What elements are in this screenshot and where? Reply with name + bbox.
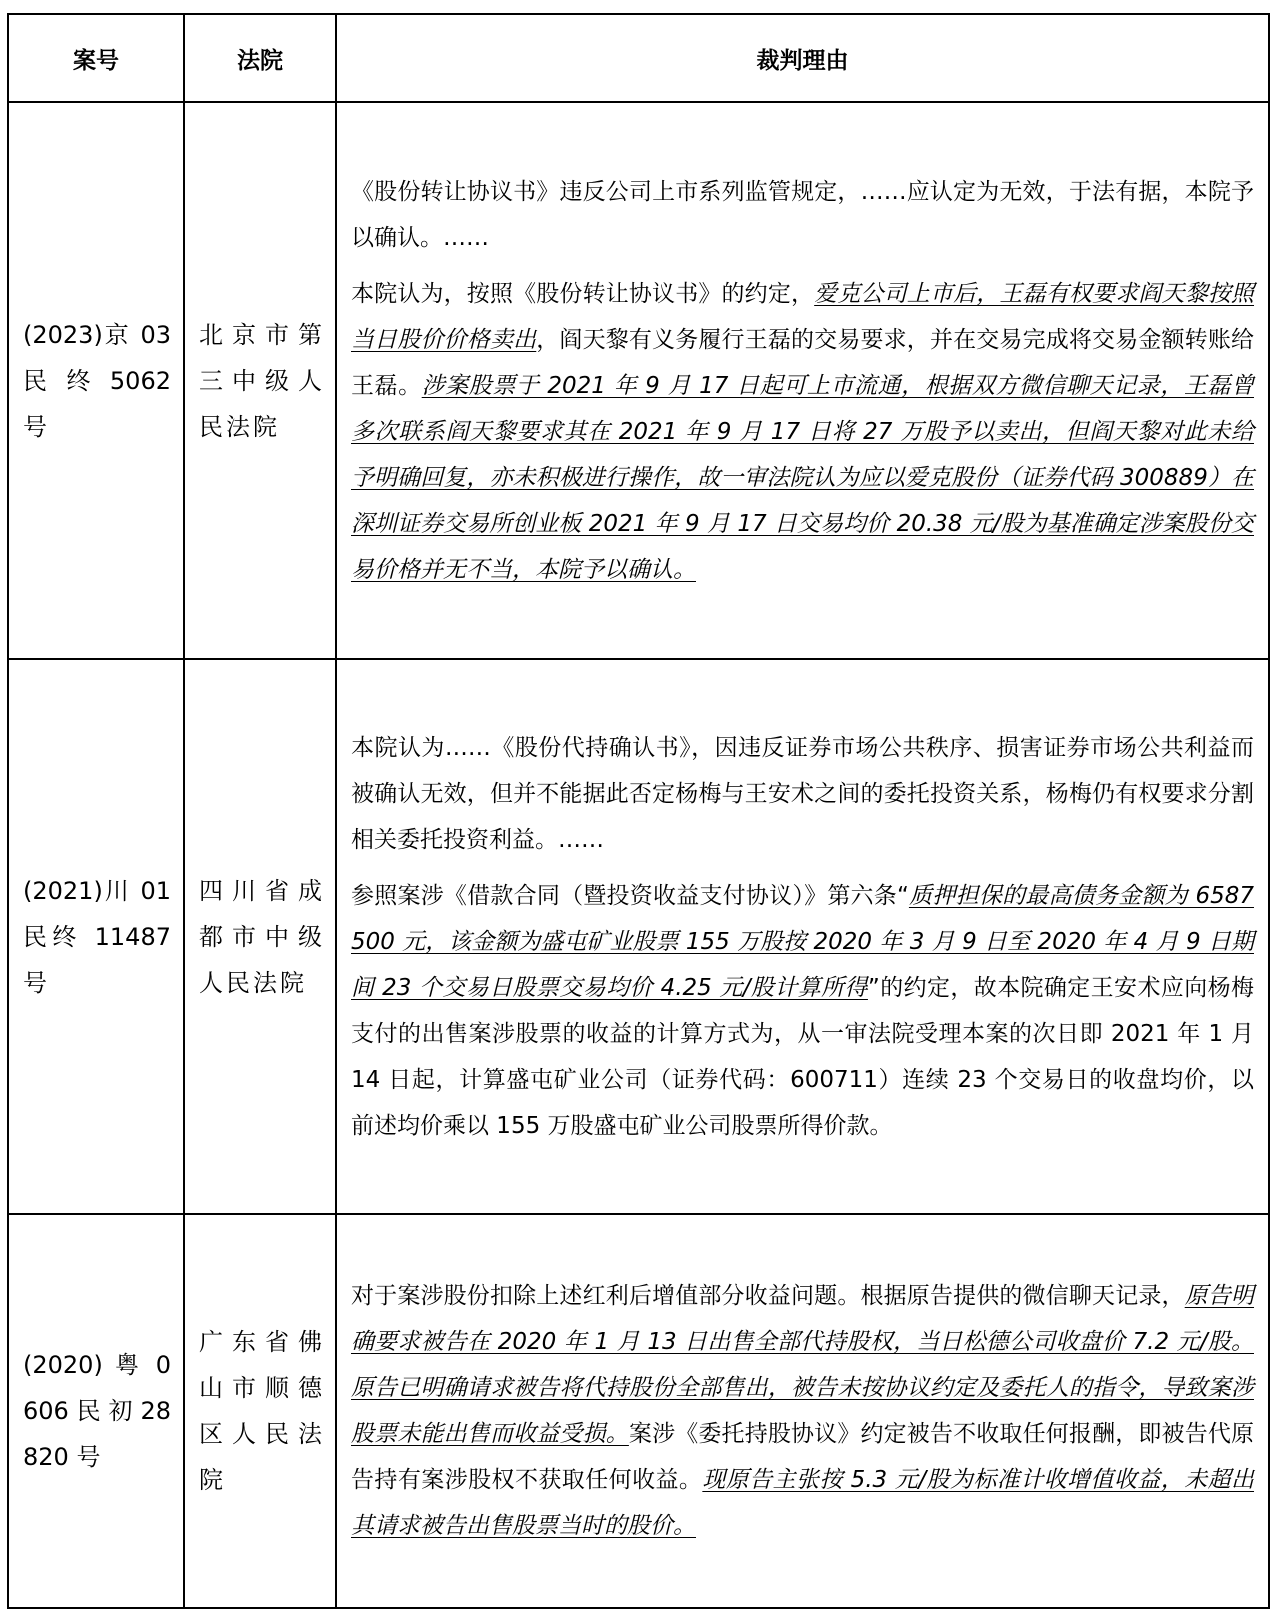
reasoning-paragraph bbox=[351, 725, 1254, 863]
judgment-table bbox=[7, 13, 1270, 1609]
emphasized-text: 原告明确要求被告在 2020 年 1 月 13 日出售全部代持股权，当日松德公司收盘价 7.2 元/股。原告已明确请求被告将代持股份全部售出，被告未按协议约定及委托人的指令，导致案涉股票未能出售而收益受损。 bbox=[351, 1283, 1255, 1447]
reasoning-paragraph bbox=[351, 271, 1254, 593]
reasoning-cell bbox=[336, 659, 1269, 1214]
case-number-cell: (2021)川 01 民终 11487 号 bbox=[8, 659, 184, 1214]
emphasized-text: 爱克公司上市后，王磊有权要求阎天黎按照当日股价价格卖出 bbox=[351, 280, 1255, 353]
reasoning-text: ”的约定，故本院确定王安术应向杨梅支付的出售案涉股票的收益的计算方式为，从一审法院受理本案的次日即 2021 年 1 月 14 日起，计算盛屯矿业公司（证券代码：600711）连续 23 个交易日的收盘均价，以前述均价乘以 155 万股盛屯矿业公司股票所得价款。 bbox=[351, 974, 1254, 1139]
reasoning-text: 《股份转让协议书》违反公司上市系列监管规定，……应认定为无效，于法有据，本院予以确认。…… bbox=[351, 178, 1254, 251]
emphasized-text: 质押担保的最高债务金额为 6587500 元，该金额为盛屯矿业股票 155 万股按 2020 年 3 月 9 日至 2020 年 4 月 9 日期间 23 个交易日股票交易均价 4.25 元/股计算所得 bbox=[351, 882, 1254, 1001]
reasoning-text: ，阎天黎有义务履行王磊的交易要求，并在交易完成将交易金额转账给王磊。 bbox=[351, 326, 1255, 399]
court-name-cell: 广东省佛山市顺德区人民法院 bbox=[184, 1214, 336, 1608]
case-number-cell: (2023)京 03 民 终 5062 号 bbox=[8, 102, 184, 659]
emphasized-text: 涉案股票于 2021 年 9 月 17 日起可上市流通，根据双方微信聊天记录，王磊曾多次联系阎天黎要求其在 2021 年 9 月 17 日将 27 万股予以卖出，但阎天黎对此未给予明确回复，亦未积极进行操作，故一审法院认为应以爱克股份（证券代码 300889）在深圳证券交易所创业板 2021 年 9 月 17 日交易均价 20.38 元/股为基准确定涉案股份交易价格并无不当，本院予以确认。 bbox=[351, 372, 1254, 583]
reasoning-text: 对于案涉股份扣除上述红利后增值部分收益问题。根据原告提供的微信聊天记录， bbox=[351, 1283, 1185, 1309]
header-reason: 裁判理由 bbox=[336, 14, 1269, 102]
reasoning-cell bbox=[336, 102, 1269, 659]
reasoning-text: 本院认为，按照《股份转让协议书》的约定， bbox=[351, 280, 815, 307]
court-name-cell: 北京市第三中级人民法院 bbox=[184, 102, 336, 659]
reasoning-text: 参照案涉《借款合同（暨投资收益支付协议）》第六条“ bbox=[351, 882, 909, 909]
table-header-row bbox=[8, 14, 1269, 102]
reasoning-paragraph bbox=[351, 1273, 1254, 1549]
reasoning-paragraph bbox=[351, 169, 1254, 261]
reasoning-paragraph bbox=[351, 873, 1254, 1149]
header-case-no: 案号 bbox=[8, 14, 184, 102]
reasoning-text: 本院认为……《股份代持确认书》，因违反证券市场公共秩序、损害证券市场公共利益而被确认无效，但并不能据此否定杨梅与王安术之间的委托投资关系，杨梅仍有权要求分割相关委托投资利益。…… bbox=[351, 734, 1254, 853]
reasoning-text: 案涉《委托持股协议》约定被告不收取任何报酬，即被告代原告持有案涉股权不获取任何收益。 bbox=[351, 1421, 1255, 1493]
reasoning-cell bbox=[336, 1214, 1269, 1608]
table-row bbox=[8, 659, 1269, 1214]
header-court: 法院 bbox=[184, 14, 336, 102]
emphasized-text: 现原告主张按 5.3 元/股为标准计收增值收益，未超出其请求被告出售股票当时的股价。 bbox=[351, 1467, 1255, 1539]
table-row bbox=[8, 102, 1269, 659]
case-number-cell: (2020) 粤 0606 民 初 28820 号 bbox=[8, 1214, 184, 1608]
table-row bbox=[8, 1214, 1269, 1608]
court-name-cell: 四川省成都市中级人民法院 bbox=[184, 659, 336, 1214]
